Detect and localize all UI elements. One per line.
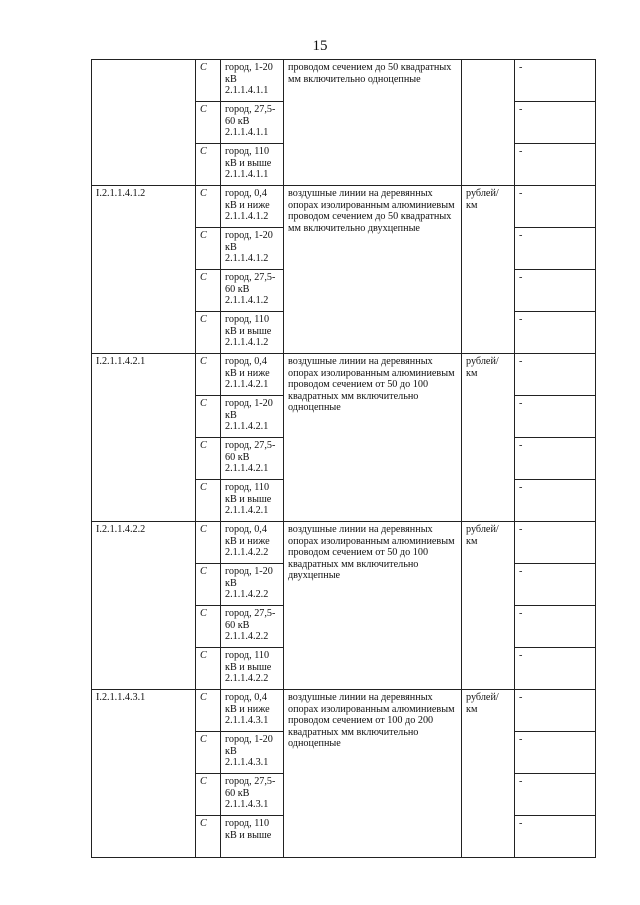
row-value: - xyxy=(515,522,596,564)
row-code: I.2.1.1.4.1.2 xyxy=(92,186,196,354)
row-condition: город, 0,4 кВ и ниже 2.1.1.4.2.2 xyxy=(221,522,284,564)
row-condition: город, 27,5-60 кВ 2.1.1.4.2.2 xyxy=(221,606,284,648)
row-unit: рублей/км xyxy=(462,522,515,690)
row-letter: С xyxy=(196,354,221,396)
row-value: - xyxy=(515,312,596,354)
row-value: - xyxy=(515,690,596,732)
row-letter: С xyxy=(196,144,221,186)
row-letter: С xyxy=(196,102,221,144)
row-condition: город, 110 кВ и выше 2.1.1.4.2.1 xyxy=(221,480,284,522)
row-condition: город, 1-20 кВ 2.1.1.4.1.2 xyxy=(221,228,284,270)
row-value: - xyxy=(515,228,596,270)
row-condition: город, 110 кВ и выше 2.1.1.4.1.1 xyxy=(221,144,284,186)
row-letter: С xyxy=(196,60,221,102)
row-condition: город, 110 кВ и выше xyxy=(221,816,284,858)
table-row xyxy=(92,522,596,564)
row-letter: С xyxy=(196,438,221,480)
row-value: - xyxy=(515,396,596,438)
row-letter: С xyxy=(196,312,221,354)
row-letter: С xyxy=(196,564,221,606)
row-value: - xyxy=(515,102,596,144)
row-unit xyxy=(462,60,515,186)
row-description: воздушные линии на деревянных опорах изолированным алюминиевым проводом сечением от 50 до 100 квадратных мм включительно одноцепные xyxy=(284,354,462,522)
tariff-table xyxy=(91,59,596,858)
row-letter: С xyxy=(196,186,221,228)
row-condition: город, 1-20 кВ 2.1.1.4.3.1 xyxy=(221,732,284,774)
row-value: - xyxy=(515,354,596,396)
row-condition: город, 0,4 кВ и ниже 2.1.1.4.1.2 xyxy=(221,186,284,228)
row-letter: С xyxy=(196,606,221,648)
row-letter: С xyxy=(196,228,221,270)
row-letter: С xyxy=(196,690,221,732)
row-code: I.2.1.1.4.2.1 xyxy=(92,354,196,522)
row-description: воздушные линии на деревянных опорах изолированным алюминиевым проводом сечением до 50 квадратных мм включительно двухцепные xyxy=(284,186,462,354)
row-code: I.2.1.1.4.2.2 xyxy=(92,522,196,690)
row-condition: город, 1-20 кВ 2.1.1.4.2.1 xyxy=(221,396,284,438)
row-value: - xyxy=(515,648,596,690)
row-letter: С xyxy=(196,480,221,522)
row-value: - xyxy=(515,144,596,186)
row-code: I.2.1.1.4.3.1 xyxy=(92,690,196,858)
row-value: - xyxy=(515,270,596,312)
row-condition: город, 27,5-60 кВ 2.1.1.4.2.1 xyxy=(221,438,284,480)
table-row xyxy=(92,186,596,228)
row-value: - xyxy=(515,816,596,858)
row-condition: город, 1-20 кВ 2.1.1.4.2.2 xyxy=(221,564,284,606)
row-value: - xyxy=(515,480,596,522)
row-value: - xyxy=(515,60,596,102)
row-letter: С xyxy=(196,816,221,858)
table-row xyxy=(92,690,596,732)
table-body xyxy=(92,60,596,858)
row-condition: город, 0,4 кВ и ниже 2.1.1.4.2.1 xyxy=(221,354,284,396)
row-condition: город, 27,5-60 кВ 2.1.1.4.3.1 xyxy=(221,774,284,816)
row-value: - xyxy=(515,438,596,480)
table-row xyxy=(92,60,596,102)
row-value: - xyxy=(515,606,596,648)
row-code xyxy=(92,60,196,186)
row-condition: город, 110 кВ и выше 2.1.1.4.1.2 xyxy=(221,312,284,354)
row-description: воздушные линии на деревянных опорах изолированным алюминиевым проводом сечением от 100 до 200 квадратных мм включительно одноцепные xyxy=(284,690,462,858)
row-letter: С xyxy=(196,774,221,816)
row-letter: С xyxy=(196,732,221,774)
row-condition: город, 110 кВ и выше 2.1.1.4.2.2 xyxy=(221,648,284,690)
row-description: проводом сечением до 50 квадратных мм включительно одноцепные xyxy=(284,60,462,186)
row-condition: город, 27,5-60 кВ 2.1.1.4.1.2 xyxy=(221,270,284,312)
row-value: - xyxy=(515,186,596,228)
row-unit: рублей/км xyxy=(462,690,515,858)
row-unit: рублей/км xyxy=(462,354,515,522)
row-letter: С xyxy=(196,648,221,690)
row-value: - xyxy=(515,564,596,606)
page-number: 15 xyxy=(312,38,328,54)
row-condition: город, 1-20 кВ 2.1.1.4.1.1 xyxy=(221,60,284,102)
row-letter: С xyxy=(196,522,221,564)
row-letter: С xyxy=(196,270,221,312)
row-value: - xyxy=(515,732,596,774)
row-letter: С xyxy=(196,396,221,438)
row-unit: рублей/км xyxy=(462,186,515,354)
row-value: - xyxy=(515,774,596,816)
row-description: воздушные линии на деревянных опорах изолированным алюминиевым проводом сечением от 50 до 100 квадратных мм включительно двухцепные xyxy=(284,522,462,690)
row-condition: город, 27,5-60 кВ 2.1.1.4.1.1 xyxy=(221,102,284,144)
table-row xyxy=(92,354,596,396)
row-condition: город, 0,4 кВ и ниже 2.1.1.4.3.1 xyxy=(221,690,284,732)
